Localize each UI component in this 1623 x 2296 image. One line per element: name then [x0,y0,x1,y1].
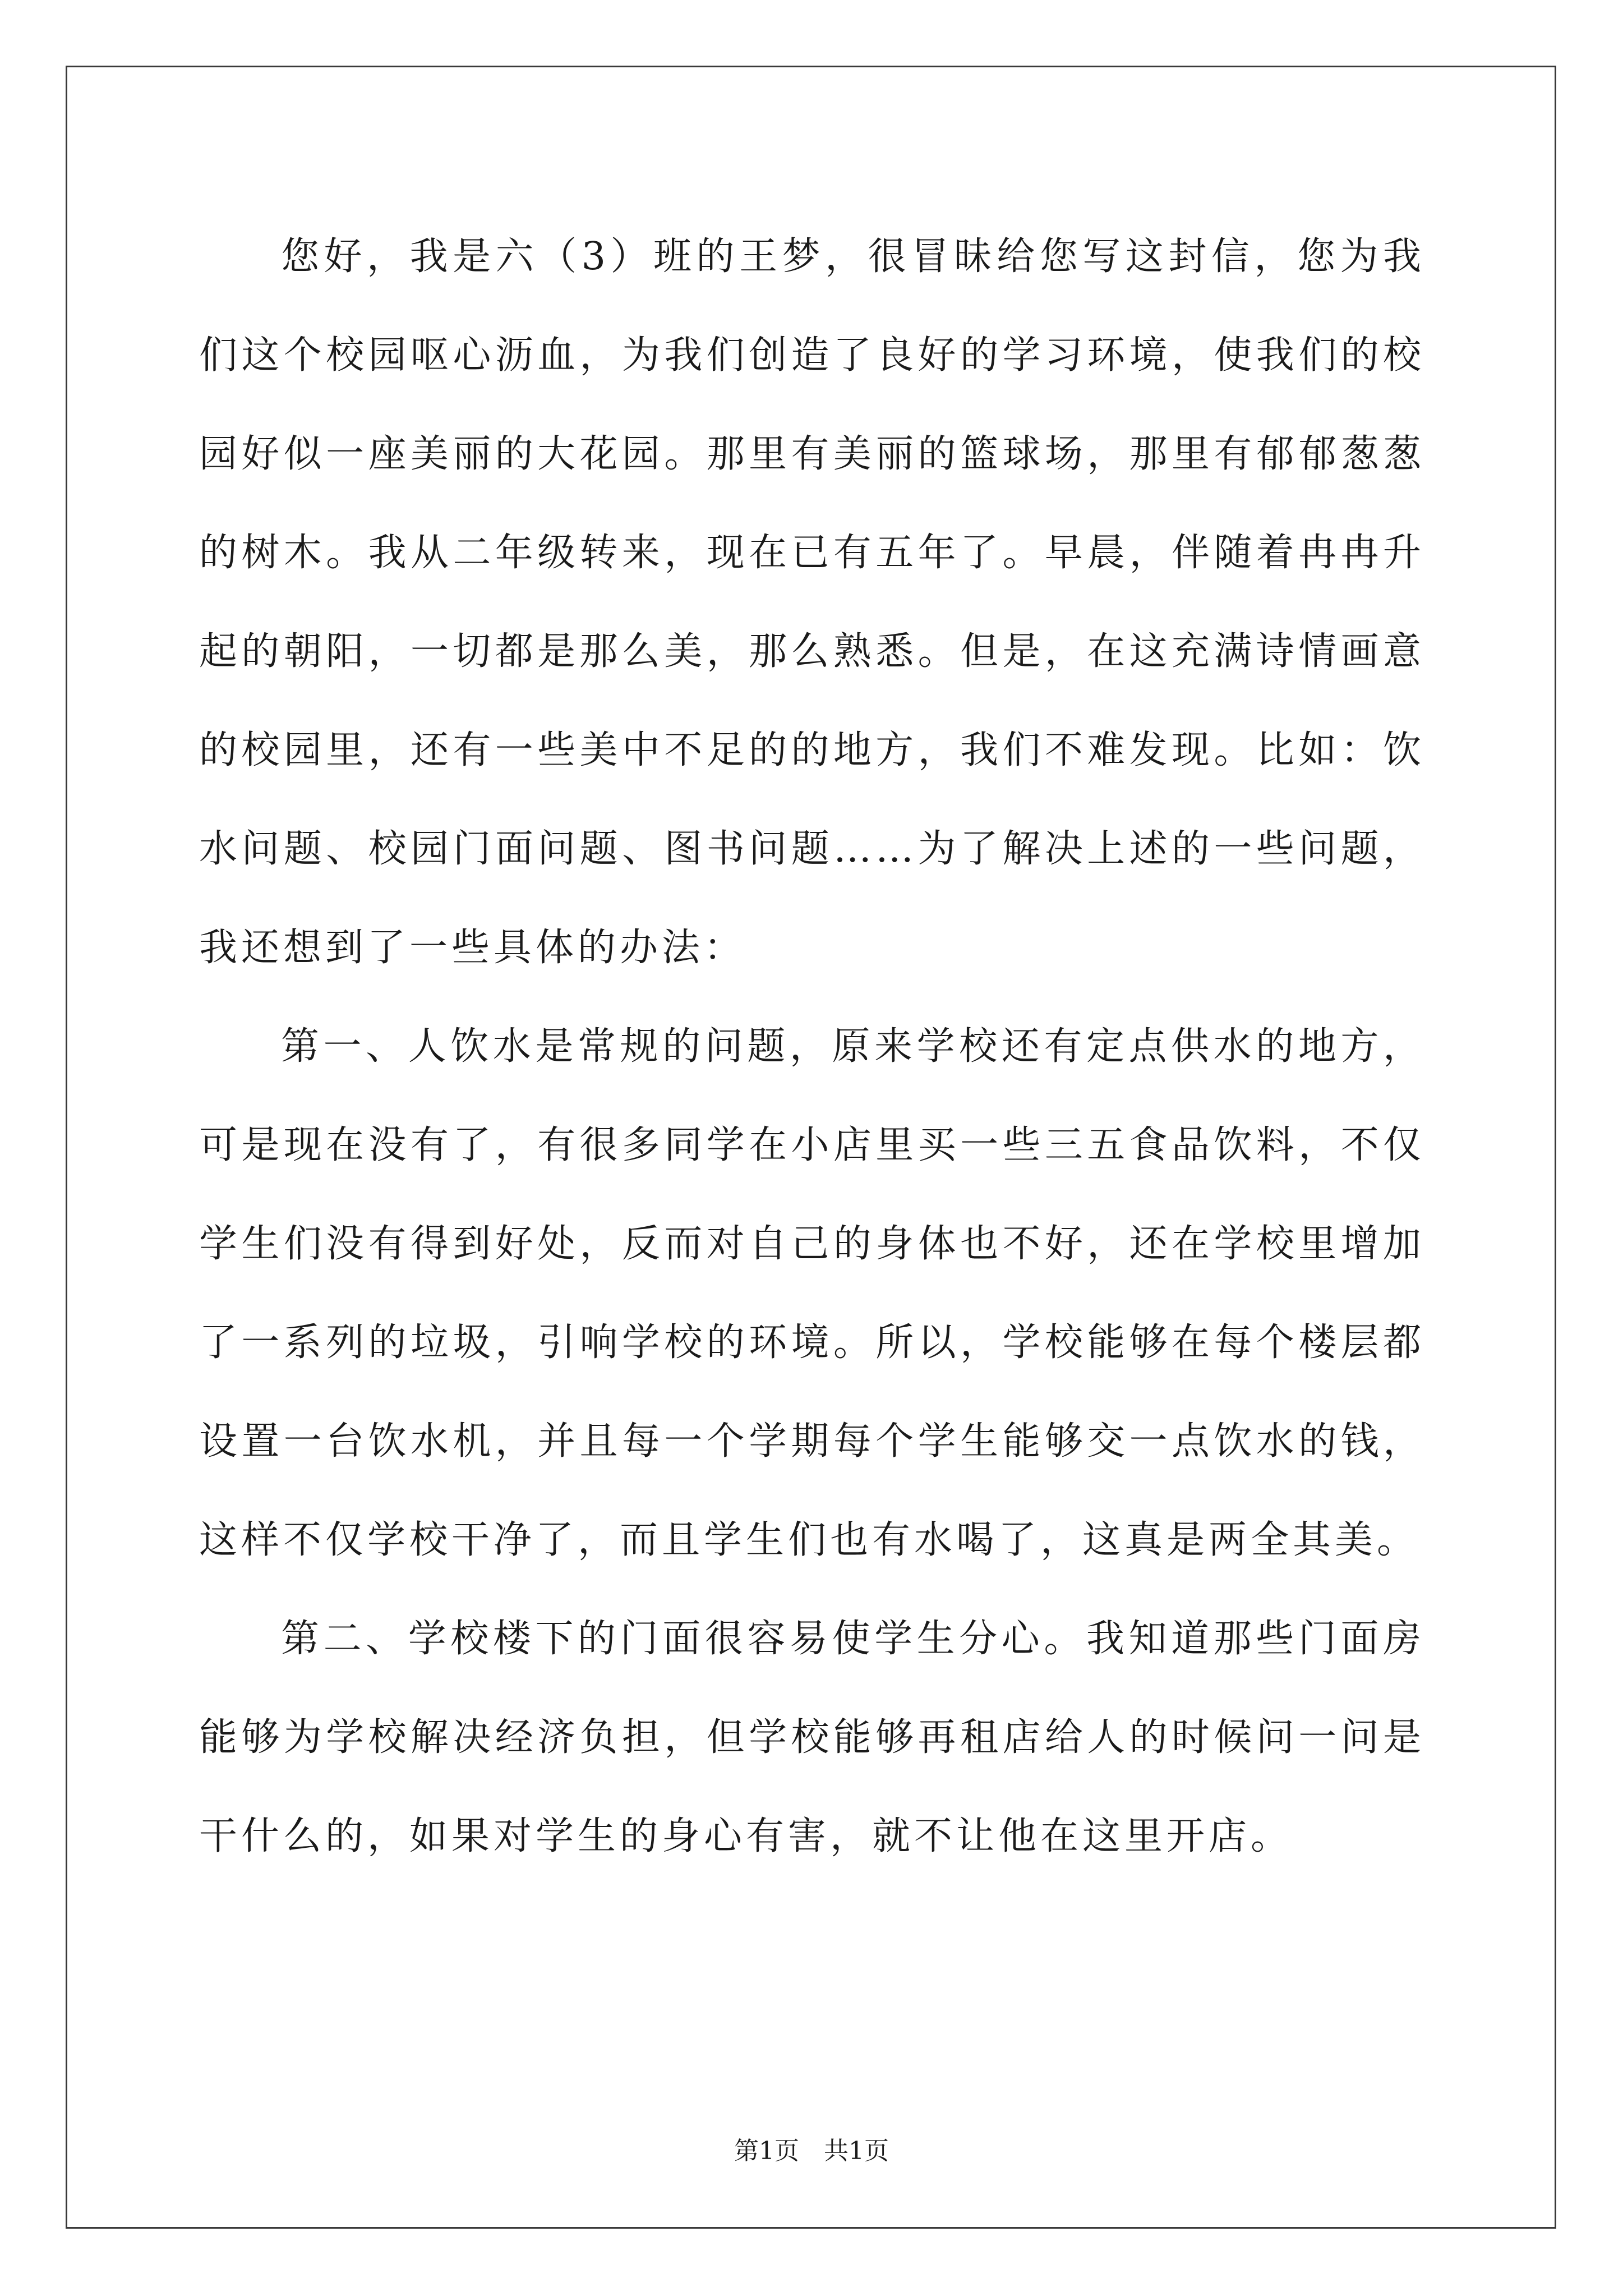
paragraph-first-point: 第一、人饮水是常规的问题，原来学校还有定点供水的地方，可是现在没有了，有很多同学在小店里买一些三五食品饮料，不仅学生们没有得到好处，反而对自己的身体也不好，还在学校里增加了一系列的垃圾，引响学校的环境。所以，学校能够在每个楼层都设置一台饮水机，并且每一个学期每个学生能够交一点饮水的钱，这样不仅学校干净了，而且学生们也有水喝了，这真是两全其美。 [199,1024,1425,1562]
total-pages: 共1页 [824,2137,889,2165]
letter-body [199,208,1425,1886]
page-footer [0,2134,1623,2168]
page-number: 第1页 [734,2137,799,2165]
paragraph-intro: 您好，我是六（3）班的王梦，很冒昧给您写这封信，您为我们这个校园呕心沥血，为我们创造了良好的学习环境，使我们的校园好似一座美丽的大花园。那里有美丽的篮球场，那里有郁郁葱葱的树木。我从二年级转来，现在已有五年了。早晨，伴随着冉冉升起的朝阳，一切都是那么美，那么熟悉。但是，在这充满诗情画意的校园里，还有一些美中不足的的地方，我们不难发现。比如：饮水问题、校园门面问题、图书问题……为了解决上述的一些问题，我还想到了一些具体的办法： [199,234,1425,970]
paragraph-second-point: 第二、学校楼下的门面很容易使学生分心。我知道那些门面房能够为学校解决经济负担，但学校能够再租店给人的时候问一问是干什么的，如果对学生的身心有害，就不让他在这里开店。 [199,1617,1425,1858]
